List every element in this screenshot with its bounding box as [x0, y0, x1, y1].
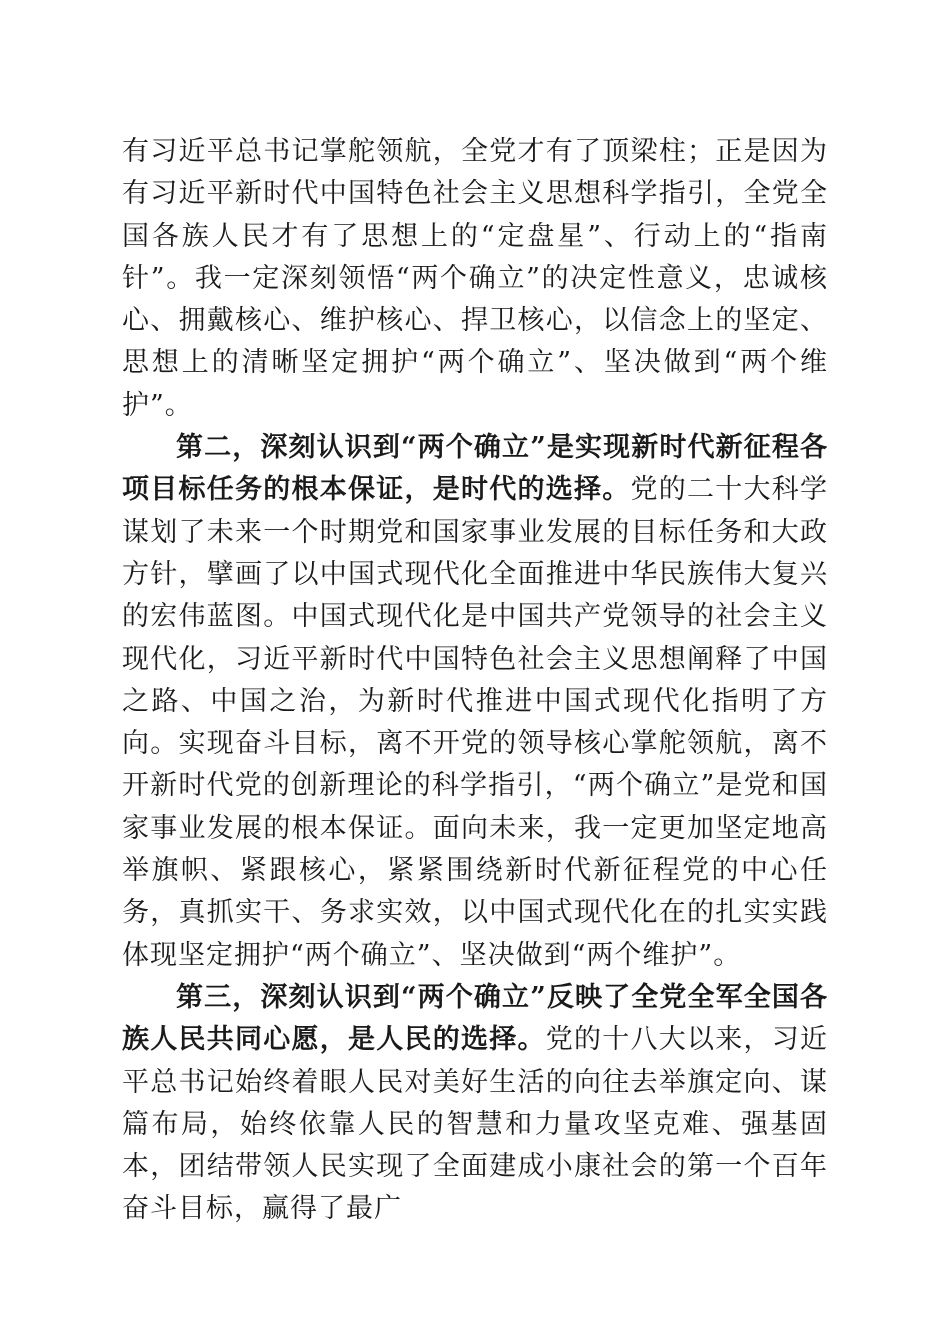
- document-body: [122, 131, 828, 1231]
- paragraph-lead-sentence: 第二，深刻认识到“两个确立”是实现新时代新征程各项目标任务的根本保证，是时代的选择。: [122, 432, 828, 506]
- paragraph-continuation: [122, 131, 828, 427]
- paragraph-lead-sentence: 第三，深刻认识到“两个确立”反映了全党全军全国各族人民共同心愿，是人民的选择。: [122, 981, 828, 1056]
- paragraph-text: 有习近平总书记掌舵领航，全党才有了顶梁柱；正是因为有习近平新时代中国特色社会主义思想科学指引，全党全国各族人民才有了思想上的“定盘星”、行动上的“指南针”。我一定深刻领悟“两个确立”的决定性意义，忠诚核心、拥戴核心、维护核心、捍卫核心，以信念上的坚定、思想上的清晰坚定拥护“两个确立”、坚决做到“两个维护”。: [122, 136, 828, 421]
- paragraph-text: 党的二十大科学谋划了未来一个时期党和国家事业发展的目标任务和大政方针，擘画了以中国式现代化全面推进中华民族伟大复兴的宏伟蓝图。中国式现代化是中国共产党领导的社会主义现代化，习近平新时代中国特色社会主义思想阐释了中国之路、中国之治，为新时代推进中国式现代化指明了方向。实现奋斗目标，离不开党的领导核心掌舵领航，离不开新时代党的创新理论的科学指引，“两个确立”是党和国家事业发展的根本保证。面向未来，我一定更加坚定地高举旗帜、紧跟核心，紧紧围绕新时代新征程党的中心任务，真抓实干、务求实效，以中国式现代化在的扎实实践体现坚定拥护“两个确立”、坚决做到“两个维护”。: [122, 474, 828, 971]
- paragraph-second-point: [122, 427, 828, 977]
- paragraph-third-point: [122, 977, 828, 1231]
- paragraph-text: 党的十八大以来，习近平总书记始终着眼人民对美好生活的向往去举旗定向、谋篇布局，始终依靠人民的智慧和力量攻坚克难、强基固本，团结带领人民实现了全面建成小康社会的第一个百年奋斗目标，赢得了最广: [122, 1024, 828, 1225]
